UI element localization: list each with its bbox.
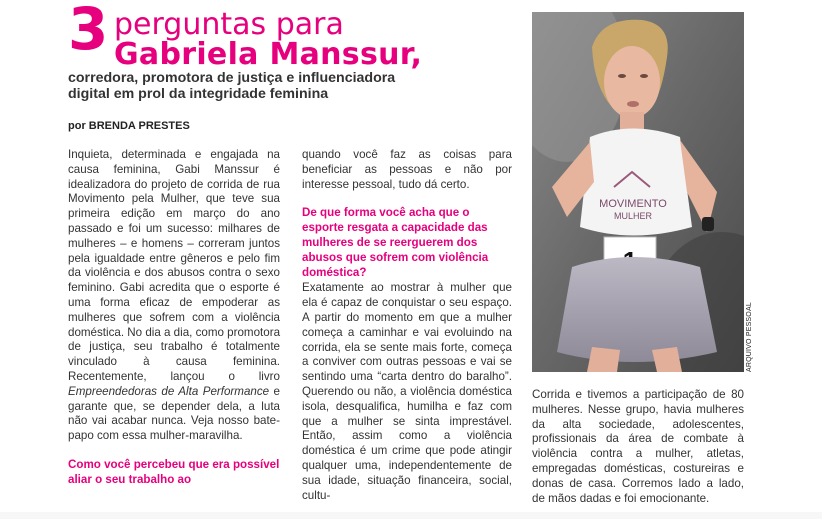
shirt-text-2: MULHER: [613, 211, 653, 221]
question-1: Como você percebeu que era possível aliar o seu trabalho ao: [68, 457, 280, 486]
byline: por BRENDA PRESTES: [68, 120, 190, 132]
answer-2: Exatamente ao mostrar à mulher que ela é capaz de conquistar o seu espaço. A partir do momento em que a mulher começa a caminhar e vai evoluindo na corrida, ela se sente mais forte, começa a conviver com outras pessoas e vai se sentindo uma “carta dentro do baralho”. Querendo ou não, a violência doméstica isola, desqualifica, humilha e faz com que a mulher se sinta imprestável. Então, assim como a violência doméstica é um crime que pode atingir qualquer uma, independentemente de sua idade, situação financeira, social, cultu-: [302, 281, 512, 502]
column-3: [532, 388, 744, 506]
headline-kicker: perguntas para: [114, 7, 344, 42]
question-2: De que forma você acha que o esporte resgata a capacidade das mulheres de se reerguerem dos abusos que sofrem com violência doméstica?: [302, 206, 489, 279]
photo-credit: ARQUIVO PESSOAL: [746, 302, 753, 372]
intro-text-1: Inquieta, determinada e engajada na causa feminina, Gabi Manssur é idealizadora do projeto de corrida de rua Movimento pela Mulher, que teve sua primeira edição em março do ano passado e foi um sucesso: milhares de mulheres – e homens – correram juntos pela igualdade entre gêneros e pelo fim da violência e dos abusos contra o sexo feminino. Gabi acredita que o esporte é uma forma eficaz de empoderar as mulheres que sofrem com a violência doméstica. No dia a dia, como promotora de justiça, seu trabalho é totalmente vinculado à causa feminina. Recentemente, lançou o livro: [68, 148, 281, 383]
intro-text-2: e garante que, se depender dela, a luta não vai acabar nunca. Veja nosso bate-papo com essa mulher-maravilha.: [68, 384, 281, 443]
runner-photo: [532, 12, 744, 372]
column-1: [68, 148, 280, 488]
book-title: Empreendedoras de Alta Performance: [68, 384, 270, 398]
shirt-text-1: MOVIMENTO: [599, 198, 667, 210]
headline-number: 3: [68, 0, 107, 63]
column-2: [302, 148, 512, 503]
answer-1-end: quando você faz as coisas para beneficiar as pessoas e não por interesse pessoal, tudo dá certo.: [302, 148, 512, 191]
page-bottom-strip: [0, 512, 822, 519]
headline-name: Gabriela Manssur,: [114, 37, 423, 72]
article-header: [68, 0, 528, 114]
answer-3-end: Corrida e tivemos a participação de 80 mulheres. Nesse grupo, havia mulheres da alta sociedade, adolescentes, profissionais da área de combate à violência contra a mulher, atletas, empregadas domésticas, costureiras e donas de casa. Corremos lado a lado, de mãos dadas e foi emocionante.: [532, 388, 744, 505]
headline-subtitle: corredora, promotora de justiça e influenciadora digital em prol da integridade feminina: [68, 70, 396, 102]
intro-paragraph: [68, 148, 280, 444]
